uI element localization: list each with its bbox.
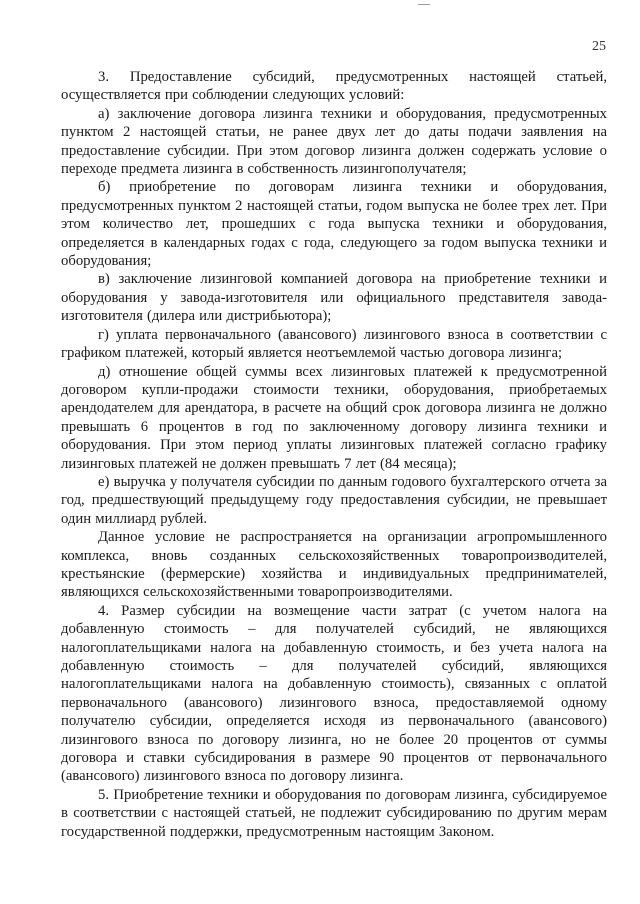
- paragraph-4: 4. Размер субсидии на возмещение части затрат (с учетом налога на добавленную стоимость – для получателей субсидий, не являющихся налогоплательщиками налога на добавленную стоимость, и без учета налога на добавленную стоимость – для получателей субсидий, являющихся налогоплательщиками налога на добавленную стоимость), связанных с оплатой первоначального (авансового) лизингового взноса, предоставляемой одному получателю субсидии, определяется исходя из первоначального (авансового) лизингового взноса по договору лизинга, но не более 20 процентов от суммы договора и ставки субсидирования в размере 90 процентов от первоначального (авансового) лизингового взноса по договору лизинга.: [61, 602, 607, 785]
- page-number: 25: [592, 39, 606, 54]
- paragraph-3b: б) приобретение по договорам лизинга техники и оборудования, предусмотренных пунктом 2 настоящей статьи, годом выпуска не более трех лет. При этом количество лет, прошедших с года выпуска техники и оборудования, определяется в календарных годах с года, следующего за годом выпуска техники и оборудования;: [61, 179, 607, 270]
- paragraph-3e: е) выручка у получателя субсидии по данным годового бухгалтерского отчета за год, предшествующий предыдущему году предоставления субсидии, не превышает один миллиард рублей.: [61, 473, 607, 527]
- document-body: [61, 68, 607, 841]
- paragraph-5: 5. Приобретение техники и оборудования по договорам лизинга, субсидируемое в соответствии с настоящей статьей, не подлежит субсидированию по другим мерам государственной поддержки, предусмотренным настоящим Законом.: [61, 786, 607, 840]
- paragraph-3v: в) заключение лизинговой компанией договора на приобретение техники и оборудования у завода-изготовителя или официального представителя завода-изготовителя (дилера или дистрибьютора);: [61, 271, 607, 325]
- paragraph-3d: д) отношение общей суммы всех лизинговых платежей к предусмотренной договором купли-продажи стоимости техники, оборудования, приобретаемых арендодателем для арендатора, в расчете на общий срок договора лизинга не должно превышать 6 процентов в год по заключенному договору лизинга техники и оборудования. При этом период уплаты лизинговых платежей согласно графику лизинговых платежей не должен превышать 7 лет (84 месяца);: [61, 363, 607, 472]
- page-top-mark: [418, 4, 430, 5]
- paragraph-3a: а) заключение договора лизинга техники и оборудования, предусмотренных пунктом 2 настоящей статьи, не ранее двух лет до даты подачи заявления на предоставление субсидии. При этом договор лизинга должен содержать условие о переходе предмета лизинга в собственность лизингополучателя;: [61, 105, 607, 178]
- paragraph-3g: г) уплата первоначального (авансового) лизингового взноса в соответствии с графиком платежей, который является неотъемлемой частью договора лизинга;: [61, 326, 607, 362]
- paragraph-3-intro: 3. Предоставление субсидий, предусмотренных настоящей статьей, осуществляется при соблюдении следующих условий:: [61, 69, 607, 104]
- paragraph-exception: Данное условие не распространяется на организации агропромышленного комплекса, вновь созданных сельскохозяйственных товаропроизводителей, крестьянские (фермерские) хозяйства и индивидуальных предпринимателей, являющихся сельскохозяйственными товаропроизводителями.: [61, 529, 607, 601]
